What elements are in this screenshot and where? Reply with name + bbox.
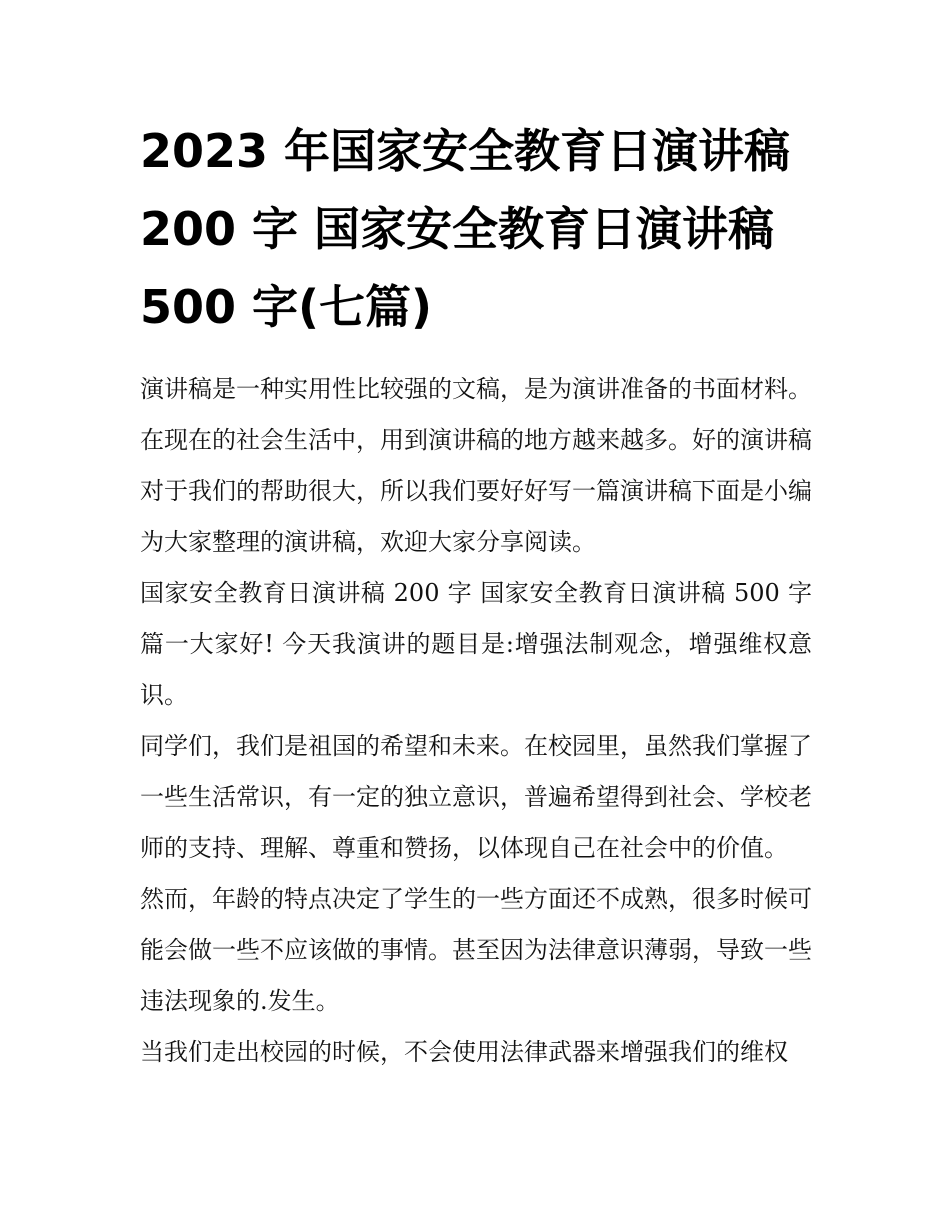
document-content [140, 112, 812, 1078]
title-line-3: 500 字(七篇) [140, 280, 433, 334]
document-body [140, 364, 812, 1078]
document-title [140, 112, 812, 346]
paragraph-intro: 演讲稿是一种实用性比较强的文稿，是为演讲准备的书面材料。在现在的社会生活中，用到演讲稿的地方越来越多。好的演讲稿对于我们的帮助很大，所以我们要好好写一篇演讲稿下面是小编为大家整理的演讲稿，欢迎大家分享阅读。 [140, 375, 812, 556]
paragraph-students: 同学们，我们是祖国的希望和未来。在校园里，虽然我们掌握了一些生活常识，有一定的独立意识，普遍希望得到社会、学校老师的支持、理解、尊重和赞扬，以体现自己在社会中的价值。 [140, 732, 812, 862]
title-line-2: 200 字 国家安全教育日演讲稿 [140, 202, 775, 256]
paragraph-leaving-school: 当我们走出校园的时候，不会使用法律武器来增强我们的维权 [140, 1038, 788, 1066]
paragraph-however: 然而，年龄的特点决定了学生的一些方面还不成熟，很多时候可能会做一些不应该做的事情。甚至因为法律意识薄弱，导致一些违法现象的.发生。 [140, 885, 812, 1015]
paragraph-heading-greeting: 国家安全教育日演讲稿 200 字 国家安全教育日演讲稿 500 字篇一大家好! 今天我演讲的题目是:增强法制观念，增强维权意识。 [140, 579, 812, 709]
title-line-1: 2023 年国家安全教育日演讲稿 [140, 124, 791, 178]
